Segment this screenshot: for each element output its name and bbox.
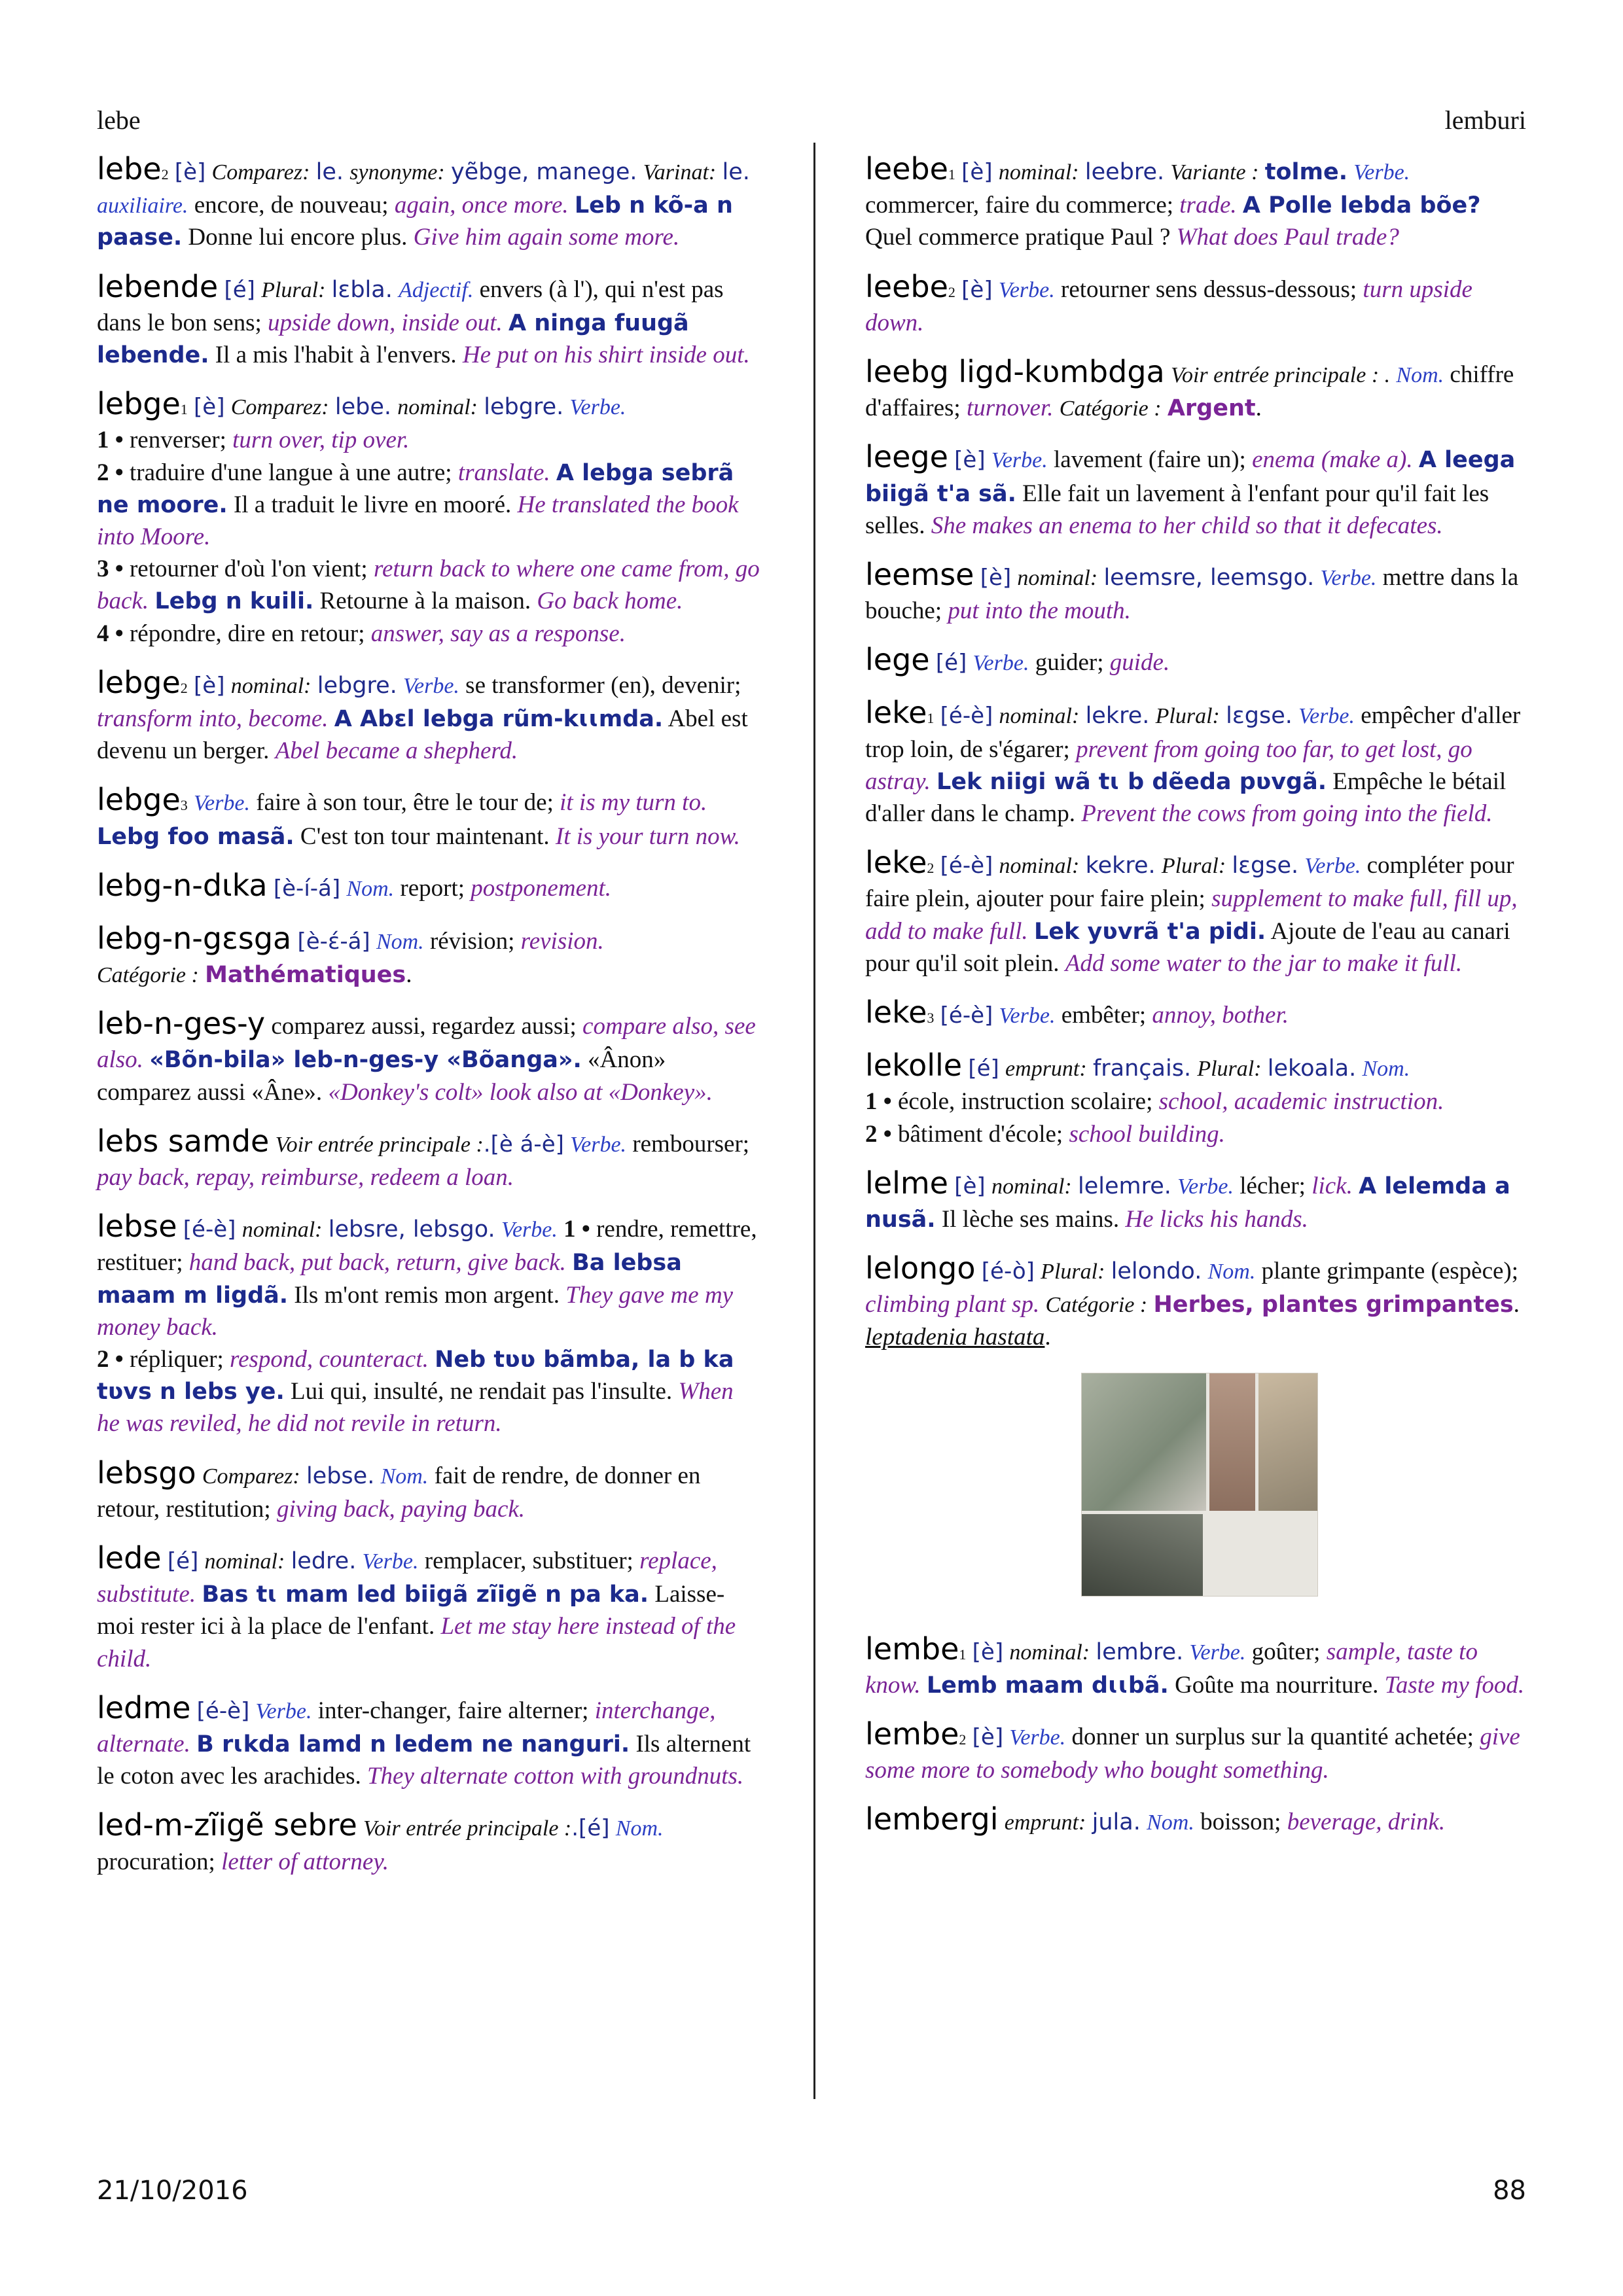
entry-lebende: lebende [é] Plural: lɛbla. Adjectif. envers (à l'), qui n'est pas dans le bon sens; upside down, inside out. A ninga fuugã lebende. Il a mis l'habit à l'envers. He put on his shirt inside out. — [97, 268, 750, 368]
entry-lekolle: lekolle [é] emprunt: français. Plural: lekoala. Nom. 1 • école, instruction scolaire; school, academic instruction. 2 • bâtiment d'école; school building. — [865, 1046, 1527, 1150]
headword: leebe — [865, 268, 948, 304]
example-en: It is your turn now. — [555, 822, 740, 850]
gloss-fr: guider; — [1035, 649, 1104, 677]
example-fr: «Ânon» comparez aussi «Âne». — [97, 1046, 666, 1106]
gloss-fr: comparez aussi, regardez aussi; — [271, 1013, 577, 1040]
gloss-en: lick. — [1311, 1172, 1353, 1199]
entry-lebg-n-dika — [97, 866, 762, 906]
gloss-en: sample, taste to know. — [865, 1638, 1478, 1699]
example: Lek yʋvrã t'a pidi. — [1033, 918, 1266, 945]
example-en: They alternate cotton with groundnuts. — [366, 1763, 744, 1790]
part-of-speech: Verbe. — [569, 395, 626, 420]
example: Leb n kõ-a n paase. — [97, 192, 733, 251]
example: Lebg foo masã. — [97, 823, 294, 850]
headword: ledme — [97, 1689, 191, 1725]
gloss-fr: fait de rendre, de donner en retour, restitution; — [97, 1462, 701, 1523]
part-of-speech: Nom. — [1362, 1057, 1410, 1082]
homonym-number: 2 — [948, 283, 955, 300]
plant-photo-flower — [1082, 1373, 1206, 1511]
gloss-en: turn upside down. — [865, 275, 1472, 336]
right-column — [865, 149, 1527, 1853]
headword: leebe — [865, 151, 948, 186]
headword: lelongo — [865, 1250, 976, 1286]
homonym-number: 2 — [959, 1731, 967, 1748]
gloss-en: letter of attorney. — [221, 1848, 389, 1875]
headword: lebende — [97, 268, 219, 304]
gloss-fr: envers (à l'), qui n'est pas dans le bon sens; — [97, 275, 724, 336]
example: A lelemda a nusã. — [865, 1173, 1510, 1233]
part-of-speech: Verbe. — [1009, 1725, 1066, 1750]
example-en: «Donkey's colt» look also at «Donkey». — [328, 1078, 713, 1106]
plant-illustration — [1081, 1373, 1318, 1597]
part-of-speech: Nom. — [346, 876, 395, 901]
pronunciation: .[è á-è] — [483, 1131, 564, 1157]
homonym-number: 2 — [180, 679, 188, 696]
example-fr: Ajoute de l'eau au canari pour qu'il soit plein. — [865, 917, 1510, 977]
pronunciation: [é] — [968, 1055, 999, 1082]
gloss-fr: plante grimpante (espèce); — [1261, 1258, 1519, 1285]
part-of-speech: Verbe. — [998, 277, 1055, 302]
homonym-number: 3 — [927, 1010, 935, 1027]
gloss-en: interchange, alternate. — [97, 1697, 716, 1757]
headword: lembe — [865, 1631, 959, 1667]
gloss-fr: faire à son tour, être le tour de; — [256, 789, 554, 817]
gloss-en: again, once more. — [394, 192, 569, 219]
part-of-speech: Verbe. — [362, 1549, 419, 1574]
pronunciation: [é] — [167, 1547, 199, 1574]
gloss-en: revision. — [520, 927, 604, 955]
column-divider — [813, 143, 815, 2099]
part-of-speech: Verbe. — [999, 1004, 1056, 1029]
gloss-en: postponement. — [471, 874, 612, 902]
part-of-speech: Nom. — [376, 929, 424, 954]
example: Lemb maam dɩɩbã. — [926, 1672, 1169, 1699]
homonym-number: 2 — [161, 166, 169, 183]
part-of-speech: Verbe. — [991, 448, 1048, 473]
part-of-speech: Verbe. — [403, 673, 459, 698]
pronunciation: [è] — [194, 394, 225, 421]
entry-leebe1: leebe1 [è] nominal: leebre. Variante : tolme. Verbe. commercer, faire du commerce; trade. A Polle lebda bõe? Quel commerce pratique Paul ? What does Paul trade? — [865, 151, 1481, 251]
pronunciation: [è] — [954, 1173, 986, 1199]
sense-1: 1 • renverser; turn over, tip over. — [97, 427, 410, 454]
gloss-fr: encore, de nouveau; — [194, 192, 389, 219]
entry-lebge1: lebge1 [è] Comparez: lebe. nominal: lebgre. Verbe. 1 • renverser; turn over, tip over. 2 • traduire d'une langue à une autre; translate. A lebga sebrã ne moore. Il a traduit le livre en mooré. He translated the book into Moore. 3 • retourner d'où l'on vient; return back to where one came from, go back. Lebg n kuili. Retourne à la maison. Go back home. 4 • répondre, dire en retour; answer, say as a response. — [97, 384, 762, 650]
sense-2: 2 • répliquer; respond, counteract. Neb tʋʋ bãmba, la b ka tʋvs n lebs ye. Lui qui, insulté, ne rendait pas l'insulte. When he was reviled, he did not revile in return. — [97, 1345, 734, 1438]
example-fr: Goûte ma nourriture. — [1175, 1671, 1379, 1699]
entry-lebsgo: lebsgo Comparez: lebse. Nom. fait de rendre, de donner en retour, restitution; giving back, paying back. — [97, 1455, 701, 1523]
pronunciation: [è] — [972, 1638, 1004, 1665]
pronunciation: [é-ò] — [981, 1258, 1035, 1285]
example-en: He put on his shirt inside out. — [462, 341, 750, 368]
pronunciation: [è] — [980, 564, 1012, 591]
part-of-speech: Nom. — [1207, 1260, 1256, 1284]
homonym-number: 1 — [948, 166, 955, 183]
headword: lebge — [97, 782, 181, 818]
headword: leke — [865, 995, 927, 1031]
part-of-speech: Verbe. — [1353, 160, 1410, 185]
gloss-fr: procuration; — [97, 1848, 215, 1875]
pronunciation: [é] — [935, 650, 967, 677]
category: Herbes, plantes grimpantes — [1153, 1292, 1514, 1318]
headword: lebs samde — [97, 1123, 270, 1159]
footer-date: 21/10/2016 — [97, 2176, 248, 2206]
sense-2: 2 • bâtiment d'école; school building. — [865, 1120, 1225, 1148]
part-of-speech: Verbe. — [570, 1132, 627, 1157]
gloss-en: turnover. — [966, 395, 1054, 422]
pronunciation: [é-è] — [196, 1697, 250, 1724]
gloss-en: climbing plant sp. — [865, 1291, 1040, 1318]
entry-lebs-samde: lebs samde Voir entrée principale :.[è á-è] Verbe. rembourser; pay back, repay, reimburse, redeem a loan. — [97, 1123, 750, 1191]
entry-lembergi: lembergi emprunt: jula. Nom. boisson; beverage, drink. — [865, 1801, 1446, 1837]
example: «Bõn-bila» leb-n-ges-y «Bõanga». — [149, 1047, 582, 1074]
pronunciation: .[é] — [571, 1815, 610, 1842]
example-fr: Abel est devenu un berger. — [97, 705, 748, 765]
example-fr: Elle fait un lavement à l'enfant pour qu'il fait les selles. — [865, 480, 1489, 539]
homonym-number: 2 — [927, 860, 935, 877]
gloss-en: beverage, drink. — [1287, 1809, 1446, 1836]
gloss-en: supplement to make full, fill up, add to make full. — [865, 885, 1518, 945]
part-of-speech: Nom. — [380, 1464, 429, 1489]
gloss-fr: empêcher d'aller trop loin, de s'égarer; — [865, 702, 1521, 763]
example-fr: Laisse-moi rester ici à la place de l'enfant. — [97, 1581, 725, 1640]
homonym-number: 1 — [959, 1646, 967, 1663]
pronunciation: [è] — [194, 672, 225, 699]
gloss-en: pay back, repay, reimburse, redeem a loan. — [97, 1164, 514, 1191]
headword: lege — [865, 642, 930, 678]
gloss-fr: retourner sens dessus-dessous; — [1061, 275, 1357, 303]
part-of-speech: Adjectif. — [399, 277, 474, 302]
example-en: She makes an enema to her child so that it defecates. — [931, 512, 1443, 539]
pronunciation: [è] — [174, 159, 206, 185]
gloss-fr: chiffre d'affaires; — [865, 361, 1514, 422]
gloss-en: annoy, bother. — [1152, 1002, 1289, 1029]
example-fr: Donne lui encore plus. — [188, 224, 408, 251]
gloss-fr: report; — [400, 874, 465, 902]
sense-4: 4 • répondre, dire en retour; answer, say as a response. — [97, 620, 626, 647]
headword: lebg-n-dɩka — [97, 867, 268, 903]
example: A Abɛl lebga rũm-kɩɩmda. — [334, 705, 664, 732]
entry-leebg-ligd-kumbdga: leebg ligd-kʋmbdga Voir entrée principale : . Nom. chiffre d'affaires; turnover. Catégorie : Argent. — [865, 353, 1514, 422]
gloss-en: transform into, become. — [97, 705, 329, 732]
headword: leke — [865, 695, 927, 731]
part-of-speech: Nom. — [1396, 362, 1444, 387]
pronunciation: [è] — [961, 276, 993, 303]
pronunciation: [é-è] — [183, 1216, 236, 1243]
headword: lebge — [97, 386, 181, 422]
sense-2: 2 • traduire d'une langue à une autre; translate. A lebga sebrã ne moore. Il a traduit le livre en mooré. He translated the book into Moore. — [97, 459, 739, 550]
headword: lebse — [97, 1209, 177, 1245]
entry-leemse: leemse [è] nominal: leemsre, leemsgo. Verbe. mettre dans la bouche; put into the mouth. — [865, 556, 1519, 625]
gloss-en: compare also, see also. — [97, 1013, 756, 1074]
headword: leke — [865, 845, 927, 881]
example-en: Add some water to the jar to make it full. — [1065, 949, 1463, 977]
example-fr: C'est ton tour maintenant. — [300, 822, 550, 850]
example: A ninga fuugã lebende. — [97, 309, 689, 368]
gloss-fr: lécher; — [1240, 1172, 1306, 1199]
gloss-fr: boisson; — [1200, 1809, 1281, 1836]
gloss-en: enema (make a). — [1252, 446, 1413, 474]
example-en: Prevent the cows from going into the field. — [1081, 800, 1493, 828]
gloss-en: giving back, paying back. — [276, 1495, 526, 1523]
entry-lebg-n-gesga: lebg-n-gɛsga [è-ɛ́-á] Nom. révision; revision. Catégorie : Mathématiques. — [97, 920, 604, 989]
gloss-en: trade. — [1179, 192, 1237, 219]
headword: lembe — [865, 1716, 959, 1752]
gloss-fr: compléter pour faire plein, ajouter pour faire plein; — [865, 852, 1514, 913]
example: A leega biigã t'a sã. — [865, 447, 1516, 507]
gloss-fr: goûter; — [1251, 1638, 1321, 1665]
entry-lembe2 — [865, 1714, 1527, 1786]
pronunciation: [é] — [224, 276, 255, 303]
gloss-fr: mettre dans la bouche; — [865, 563, 1519, 625]
homonym-number: 1 — [180, 401, 188, 418]
example-en: He licks his hands. — [1125, 1205, 1308, 1233]
pronunciation: [è] — [972, 1724, 1004, 1751]
gloss-fr: commercer, faire du commerce; — [865, 192, 1174, 219]
running-header-left: lebe — [97, 105, 141, 135]
entry-leke1: leke1 [é-è] nominal: lekre. Plural: lɛgse. Verbe. empêcher d'aller trop loin, de s'égarer; prevent from going too far, to get lost, go astray. Lek niigi wã tɩ b dẽeda pʋvgã. Empêche le bétail d'aller dans le champ. Prevent the cows from going into the field. — [865, 695, 1521, 828]
example-fr: Ils alternent le coton avec les arachides. — [97, 1730, 751, 1790]
pronunciation: [è-í-á] — [273, 875, 341, 902]
pronunciation: [é-è] — [940, 703, 993, 730]
gloss-en: upside down, inside out. — [268, 309, 503, 336]
headword: lekolle — [865, 1048, 963, 1084]
entry-lelme: lelme [è] nominal: lelemre. Verbe. lécher; lick. A lelemda a nusã. Il lèche ses mains. He licks his hands. — [865, 1165, 1510, 1233]
entry-leke2: leke2 [é-è] nominal: kekre. Plural: lɛgse. Verbe. compléter pour faire plein, ajouter pour faire plein; supplement to make full, fill up, add to make full. Lek yʋvrã t'a pidi. Ajoute de l'eau au canari pour qu'il soit plein. Add some water to the jar to make it full. — [865, 845, 1518, 977]
gloss-fr: embêter; — [1061, 1002, 1147, 1029]
headword: lembergi — [865, 1801, 999, 1837]
entry-lembe1: lembe1 [è] nominal: lembre. Verbe. goûter; sample, taste to know. Lemb maam dɩɩbã. Goûte ma nourriture. Taste my food. — [865, 1631, 1525, 1699]
headword: lede — [97, 1540, 162, 1576]
footer-page-number: 88 — [1493, 2176, 1526, 2206]
example: A Polle lebda bõe? — [1242, 192, 1481, 219]
headword: lebsgo — [97, 1455, 196, 1491]
pronunciation: [é-è] — [940, 853, 993, 879]
example-en: Give him again some more. — [413, 224, 680, 251]
example-en: Abel became a shepherd. — [275, 737, 518, 765]
gloss-fr: remplacer, substituer; — [424, 1547, 633, 1574]
left-column — [97, 149, 762, 1891]
gloss-en: prevent from going too far, to get lost, go astray. — [865, 735, 1472, 795]
entry-lebge2: lebge2 [è] nominal: lebgre. Verbe. se transformer (en), devenir; transform into, become. A Abɛl lebga rũm-kɩɩmda. Abel est devenu un berger. Abel became a shepherd. — [97, 664, 748, 765]
headword: lebg-n-gɛsga — [97, 920, 292, 956]
example-en: Taste my food. — [1384, 1671, 1525, 1699]
part-of-speech: Verbe. — [1320, 565, 1377, 590]
entry-ledme — [97, 1688, 762, 1793]
part-of-speech: Verbe. — [1298, 704, 1355, 729]
pronunciation: [è-ɛ́-á] — [297, 928, 370, 955]
scientific-name: leptadenia hastata — [865, 1323, 1045, 1351]
gloss-en: give some more to somebody who bought something. — [865, 1723, 1520, 1784]
headword: lebe — [97, 151, 162, 186]
headword: led-m-zĩigẽ sebre — [97, 1807, 357, 1843]
entry-leke3 — [865, 993, 1527, 1033]
entry-lebse: lebse [é-è] nominal: lebsre, lebsgo. Verbe. 1 • rendre, remettre, restituer; hand back, put back, return, give back. Ba lebsa maam m ligdã. Ils m'ont remis mon argent. They gave me my money back. 2 • répliquer; respond, counteract. Neb tʋʋ bãmba, la b ka tʋvs n lebs ye. Lui qui, insulté, ne rendait pas l'insulte. When he was reviled, he did not revile in return. — [97, 1207, 762, 1439]
homonym-number: 1 — [927, 710, 935, 727]
example: B rɩkda lamd n ledem ne nanguri. — [196, 1731, 630, 1757]
part-of-speech: Nom. — [1147, 1810, 1194, 1835]
gloss-fr: se transformer (en), devenir; — [465, 671, 741, 699]
part-of-speech: Verbe. — [1189, 1640, 1246, 1665]
example-fr: Empêche le bétail d'aller dans le champ. — [865, 768, 1507, 828]
example: Bas tɩ mam led biigã zĩigẽ n pa ka. — [202, 1581, 649, 1608]
headword: lebge — [97, 664, 181, 700]
plant-photo-leaves — [1082, 1514, 1203, 1596]
gloss-fr: révision; — [429, 927, 515, 955]
sense-3: 3 • retourner d'où l'on vient; return back to where one came from, go back. Lebg n kuili. Retourne à la maison. Go back home. — [97, 556, 760, 615]
sense-1: 1 • école, instruction scolaire; school, academic instruction. — [865, 1088, 1444, 1116]
gloss-fr: rembourser; — [632, 1130, 750, 1157]
gloss-fr: inter-changer, faire alterner; — [317, 1697, 589, 1724]
pronunciation: [é-è] — [940, 1002, 993, 1029]
category: Mathématiques — [205, 962, 406, 989]
example-fr: Il lèche ses mains. — [941, 1205, 1120, 1233]
entry-lege — [865, 640, 1527, 680]
part-of-speech: auxiliaire. — [97, 194, 188, 219]
entry-lebge3 — [97, 780, 762, 852]
headword: leb-n-ges-y — [97, 1006, 266, 1042]
part-of-speech: Verbe. — [255, 1699, 312, 1723]
gloss-fr: donner un surplus sur la quantité achetée; — [1071, 1723, 1474, 1751]
headword: leebg ligd-kʋmbdga — [865, 353, 1165, 389]
entry-leb-n-ges-y — [97, 1004, 762, 1108]
entry-led-m-ziige-sebre: led-m-zĩigẽ sebre Voir entrée principale :.[é] Nom. procuration; letter of attorney. — [97, 1807, 664, 1875]
part-of-speech: Verbe. — [194, 791, 250, 816]
plant-photo-stem — [1209, 1373, 1255, 1511]
category: Argent — [1167, 395, 1256, 422]
example-en: Let me stay here instead of the child. — [97, 1613, 736, 1672]
gloss-en: replace, substitute. — [97, 1547, 717, 1608]
entry-leebe2 — [865, 267, 1527, 339]
part-of-speech: Verbe. — [972, 651, 1029, 676]
gloss-en: it is my turn to. — [560, 789, 707, 817]
headword: leege — [865, 439, 948, 475]
example: Lek niigi wã tɩ b dẽeda pʋvgã. — [936, 768, 1327, 795]
part-of-speech: Verbe. — [501, 1218, 558, 1243]
headword: lelme — [865, 1165, 948, 1201]
gloss-en: guide. — [1109, 649, 1170, 677]
example-fr: Quel commerce pratique Paul ? — [865, 224, 1171, 251]
entry-lebe2: lebe2 [è] Comparez: le. synonyme: yẽbge, manege. Varinat: le. auxiliaire. encore, de nouveau; again, once more. Leb n kõ-a n paase. Donne lui encore plus. Give him again some more. — [97, 151, 750, 251]
pronunciation: [è] — [961, 159, 993, 185]
part-of-speech: Verbe. — [1177, 1174, 1234, 1199]
part-of-speech: Verbe. — [1304, 854, 1361, 879]
headword: leemse — [865, 556, 974, 592]
plant-photo-pod — [1258, 1373, 1317, 1511]
running-header-right: lemburi — [1444, 105, 1526, 135]
part-of-speech: Nom. — [615, 1816, 664, 1841]
entry-leege — [865, 437, 1527, 542]
example-fr: Il a mis l'habit à l'envers. — [215, 341, 457, 368]
entry-lede: lede [é] nominal: ledre. Verbe. remplacer, substituer; replace, substitute. Bas tɩ mam led biigã zĩigẽ n pa ka. Laisse-moi rester ici à la place de l'enfant. Let me stay here instead of the child. — [97, 1540, 736, 1672]
gloss-en: put into the mouth. — [948, 597, 1131, 625]
entry-lelongo: lelongo [é-ò] Plural: lelondo. Nom. plante grimpante (espèce); climbing plant sp. Catégorie : Herbes, plantes grimpantes. leptadenia hastata. — [865, 1250, 1520, 1351]
pronunciation: [è] — [954, 447, 986, 474]
example-en: What does Paul trade? — [1176, 224, 1399, 251]
homonym-number: 3 — [180, 797, 188, 814]
gloss-fr: lavement (faire un); — [1054, 446, 1246, 474]
